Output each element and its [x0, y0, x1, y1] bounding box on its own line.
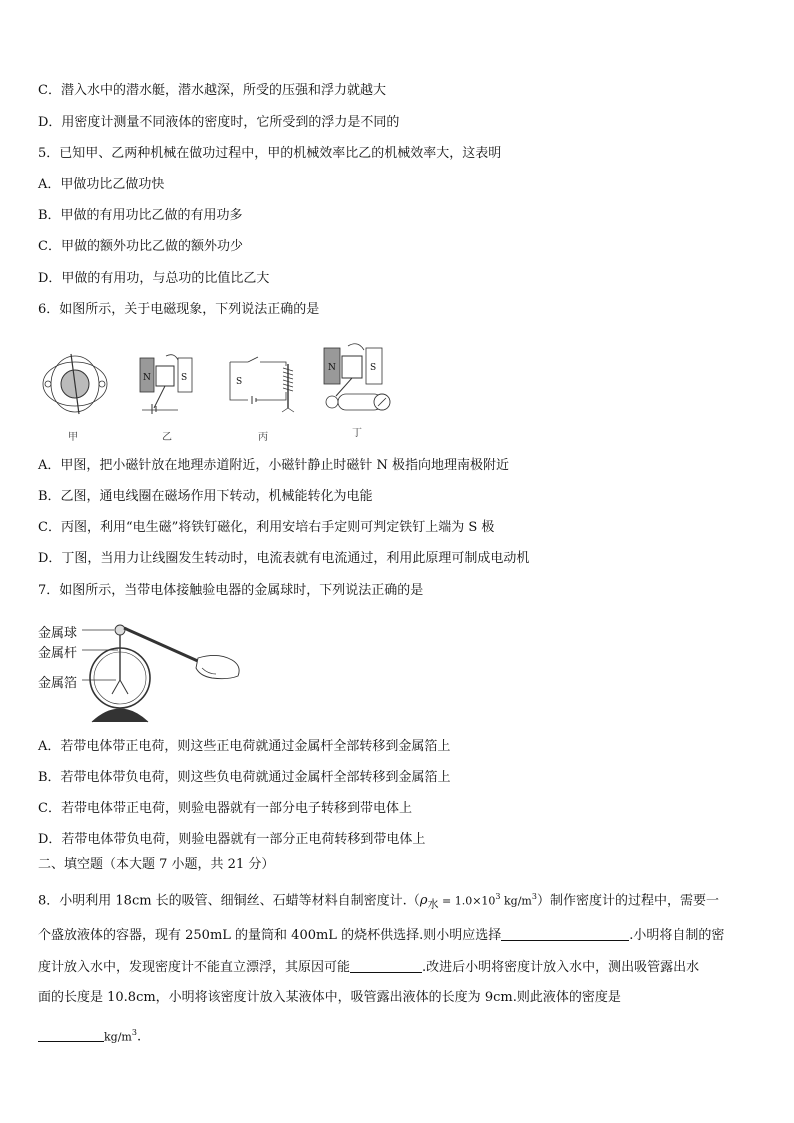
- section-2-heading: 二、填空题（本大题 7 小题，共 21 分）: [38, 857, 275, 872]
- question-5: 5．已知甲、乙两种机械在做功过程中，甲的机械效率比乙的机械效率大，这表明: [38, 146, 502, 161]
- q8-text-2: ）制作密度计的过程中，需要一: [536, 893, 719, 909]
- label-metal-ball: 金属球: [38, 626, 78, 641]
- earth-magnet-diagram: [40, 348, 110, 420]
- figure-6-label-bing: 丙: [258, 432, 268, 443]
- answer-blank-density[interactable]: [38, 1027, 104, 1042]
- figure-6-label-ding: 丁: [352, 428, 362, 439]
- option-7a: A．若带电体带正电荷，则这些正电荷就通过金属杆全部转移到金属箔上: [38, 739, 451, 754]
- option-5b: B．甲做的有用功比乙做的有用功多: [38, 208, 243, 223]
- option-5a: A．甲做功比乙做功快: [38, 177, 165, 192]
- generator-diagram: [318, 340, 400, 416]
- option-6c: C．丙图，利用“电生磁”将铁钉磁化，利用安培右手定则可判定铁钉上端为 S 极: [38, 520, 495, 535]
- magnet-s-label: S: [181, 373, 188, 383]
- q8-text-1: 8．小明利用 18cm 长的吸管、细铜丝、石蜡等材料自制密度计.（: [38, 893, 420, 909]
- switch-s-label: S: [236, 377, 243, 387]
- question-7: 7．如图所示，当带电体接触验电器的金属球时，下列说法正确的是: [38, 583, 424, 598]
- generator-n-label: N: [328, 363, 336, 373]
- option-7c: C．若带电体带正电荷，则验电器就有一部分电子转移到带电体上: [38, 801, 412, 816]
- magnet-n-label: N: [143, 373, 151, 383]
- option-6d: D．丁图，当用力让线圈发生转动时，电流表就有电流通过，利用此原理可制成电动机: [38, 551, 530, 566]
- option-6a: A．甲图，把小磁针放在地理赤道附近，小磁针静止时磁针 N 极指向地理南极附近: [38, 458, 510, 473]
- question-8-line-3: 度计放入水中，发现密度计不能直立漂浮，其原因可能 .改进后小明将密度计放入水中，测出吸管露出水: [38, 960, 700, 975]
- option-5d: D．甲做的有用功，与总功的比值比乙大: [38, 271, 270, 286]
- question-8-line-1: 8．小明利用 18cm 长的吸管、细铜丝、石蜡等材料自制密度计$.(\rho_水 = 1.0\times 10^3$ $kg/m^3$）制作密度计的过程中，需要一: [38, 892, 719, 911]
- q8-formula: $\rho_水$: [419, 893, 439, 911]
- motor-diagram: [132, 352, 206, 420]
- electromagnet-circuit-diagram: [222, 352, 300, 418]
- option-5c: C．甲做的额外功比乙做的额外功少: [38, 239, 243, 254]
- answer-blank-reason[interactable]: [350, 958, 422, 973]
- question-6: 6．如图所示，关于电磁现象，下列说法正确的是: [38, 302, 320, 317]
- option-4d: D．用密度计测量不同液体的密度时，它所受到的浮力是不同的: [38, 115, 400, 130]
- option-7b: B．若带电体带负电荷，则这些负电荷就通过金属杆全部转移到金属箔上: [38, 770, 451, 785]
- label-metal-rod: 金属杆: [38, 646, 78, 661]
- option-6b: B．乙图，通电线圈在磁场作用下转动，机械能转化为电能: [38, 489, 373, 504]
- option-4c: C．潜入水中的潜水艇，潜水越深，所受的压强和浮力就越大: [38, 83, 386, 98]
- figure-6-label-jia: 甲: [68, 432, 78, 443]
- figure-6-label-yi: 乙: [162, 432, 172, 443]
- question-8-line-5: $kg/m^3$.: [38, 1024, 141, 1046]
- option-7d: D．若带电体带负电荷，则验电器就有一部分正电荷转移到带电体上: [38, 832, 426, 847]
- question-8-line-4: 面的长度是 10.8cm，小明将该密度计放入某液体中，吸管露出液体的长度为 9cm.则此液体的密度是: [38, 990, 621, 1005]
- electroscope-diagram: [82, 618, 242, 724]
- answer-blank-container[interactable]: [501, 926, 629, 941]
- generator-s-label: S: [370, 363, 377, 373]
- label-metal-foil: 金属箔: [38, 676, 78, 691]
- question-8-line-2: 个盛放液体的容器，现有 250mL 的量筒和 400mL 的烧杯供选择.则小明应选择 .小明将自制的密: [38, 928, 725, 943]
